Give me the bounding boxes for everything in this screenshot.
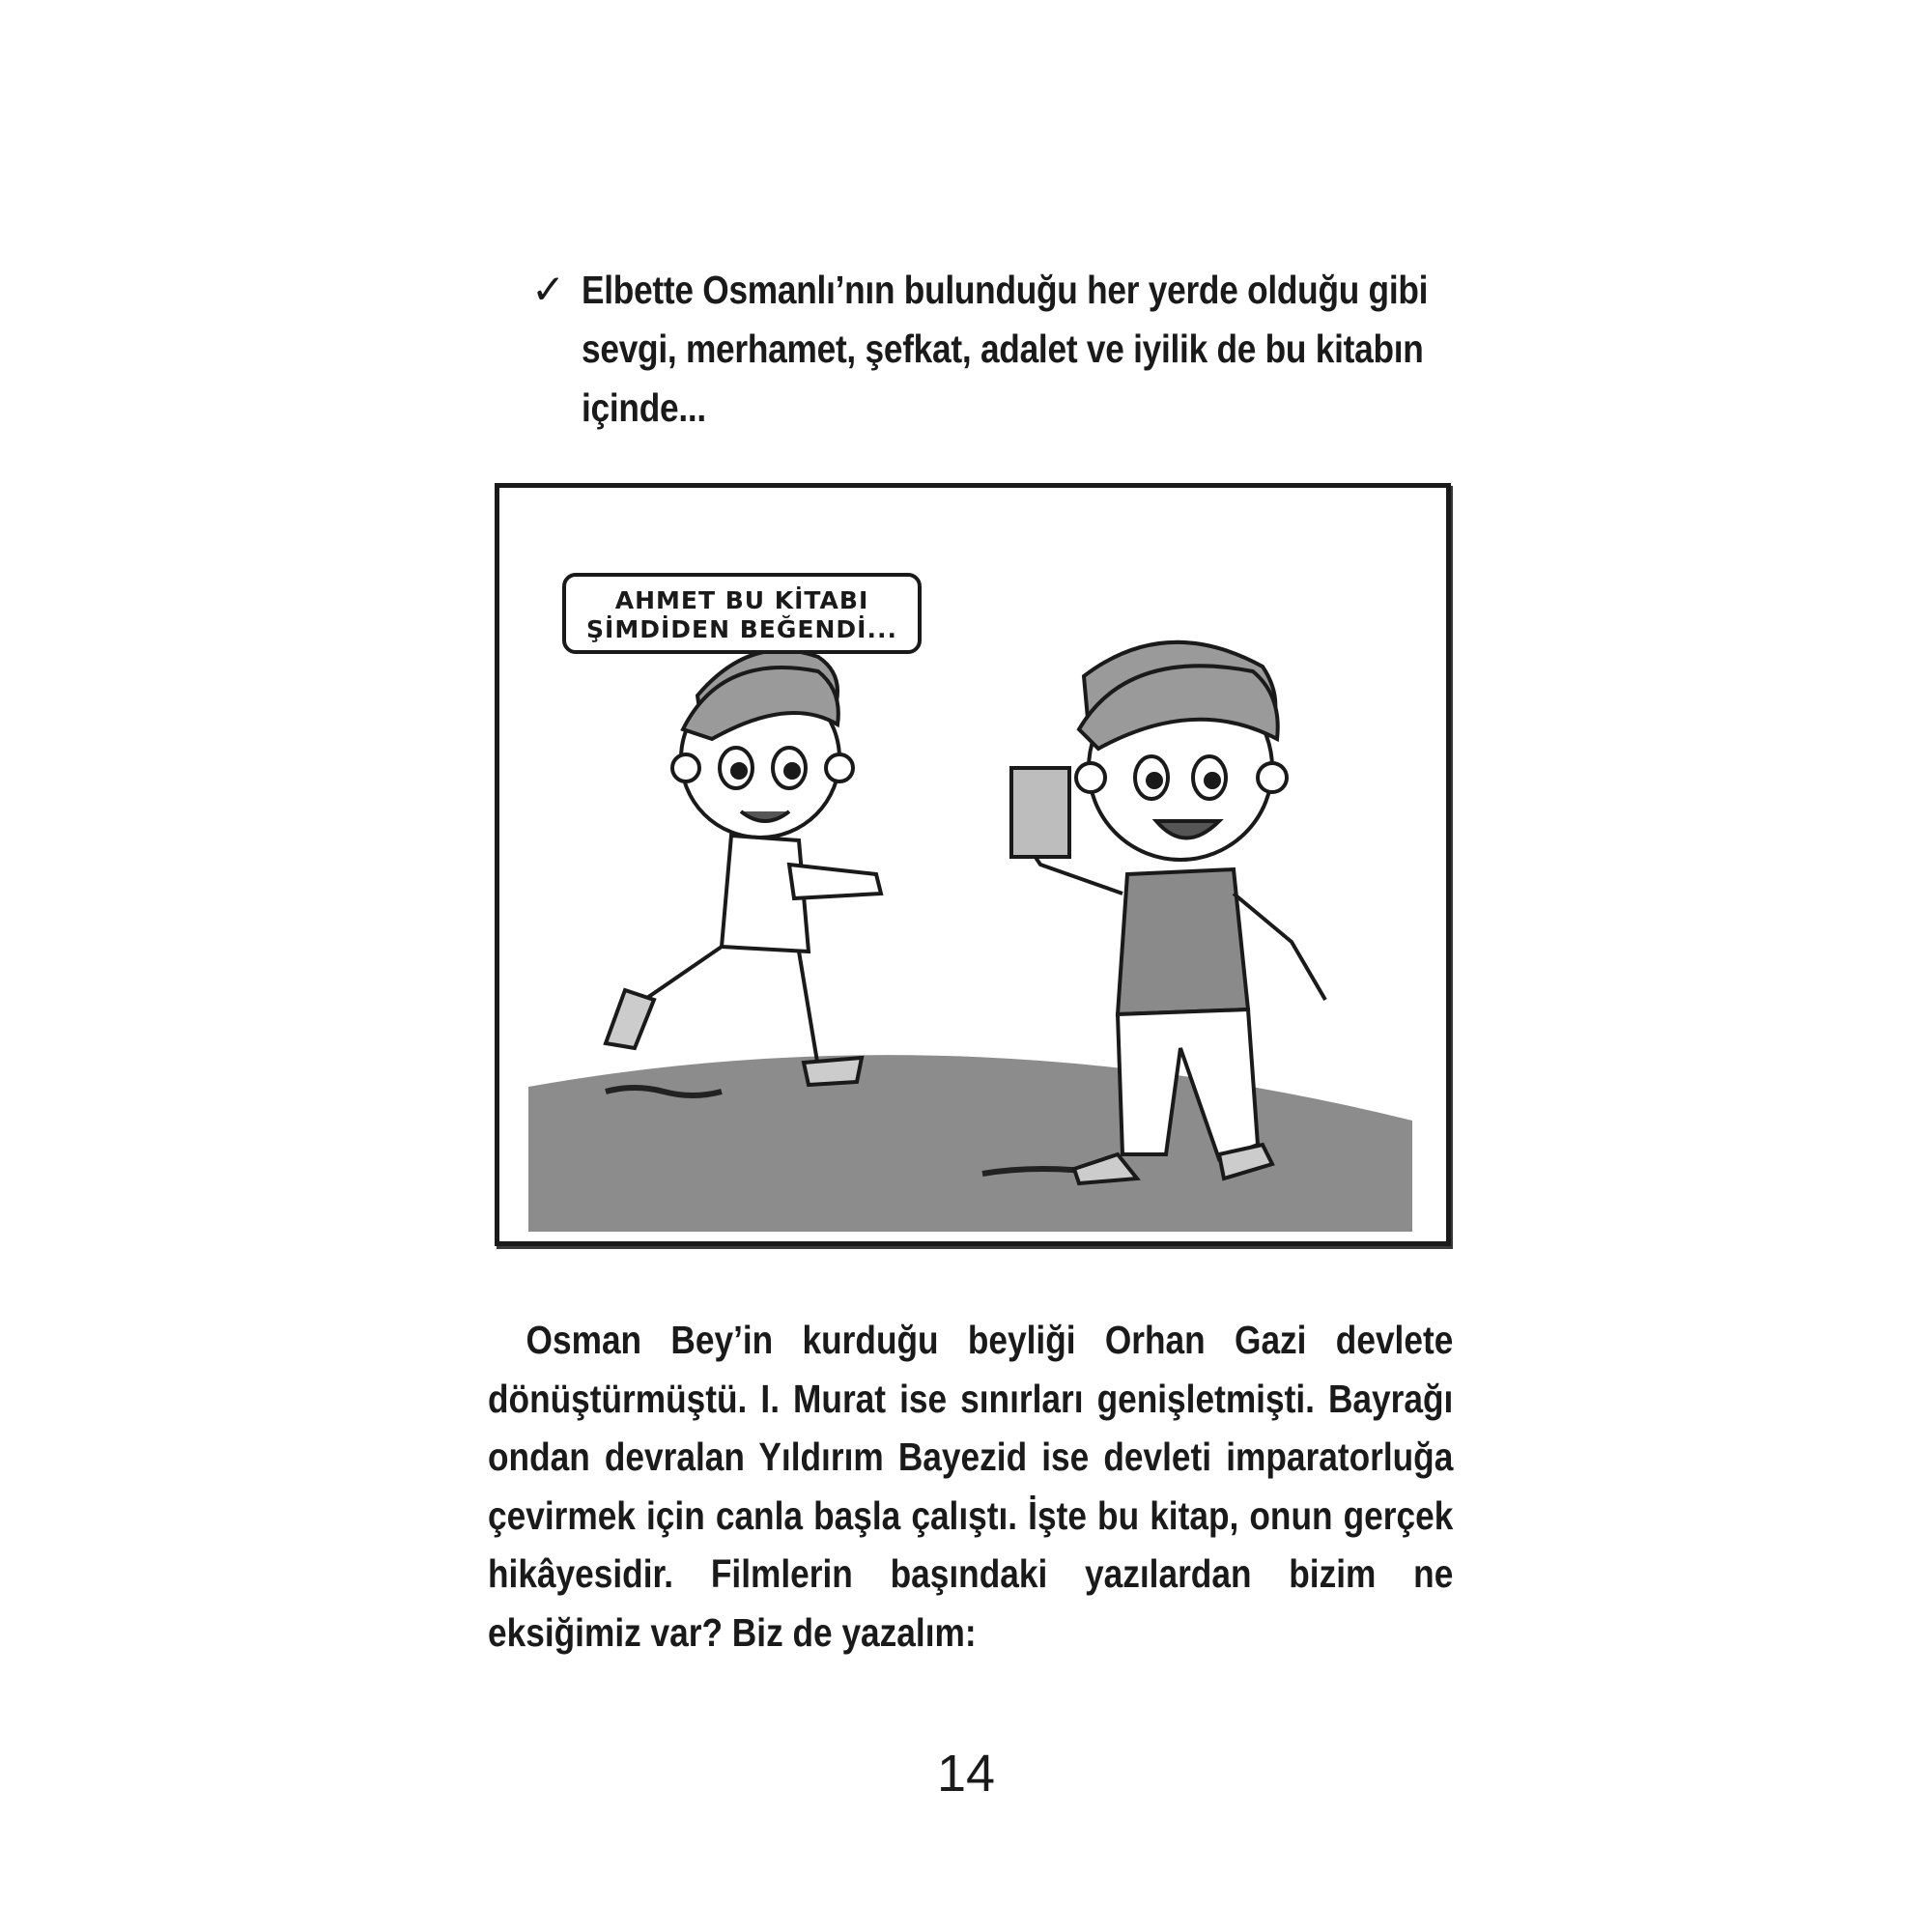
body-paragraph: Osman Bey’in kurduğu beyliği Orhan Gazi devlete dönüştürmüştü. I. Murat ise sınırları genişletmişti. Bayrağı ondan devralan Yıldırım Bayezid ise devleti imparatorluğa çevirmek için canla başla çalıştı. İşte bu kitap, onun gerçek hikâyesidir. Filmlerin başındaki yazılardan bizim ne eksiğimiz var? Biz de yazalım: (488, 1318, 1454, 1655)
bullet-item (531, 261, 1459, 438)
left-boy-character (606, 650, 881, 1085)
bullet-text: Elbette Osmanlı’nın bulunduğu her yerde olduğu gibi sevgi, merhamet, şefkat, adalet ve iyilik de bu kitabın içinde... (582, 268, 1429, 430)
checkmark-icon: ✓ (531, 266, 566, 313)
speech-bubble-line-2: ŞİMDİDEN BEĞENDİ... (586, 615, 897, 643)
speech-bubble (562, 573, 922, 654)
page-number: 14 (936, 1745, 996, 1803)
speech-bubble-line-1: AHMET BU KİTABI (614, 586, 869, 614)
illustration-frame (495, 483, 1451, 1246)
ground-shadow (528, 1055, 1412, 1232)
book-icon (1011, 768, 1069, 857)
body-paragraph-wrapper (488, 1311, 1454, 1662)
